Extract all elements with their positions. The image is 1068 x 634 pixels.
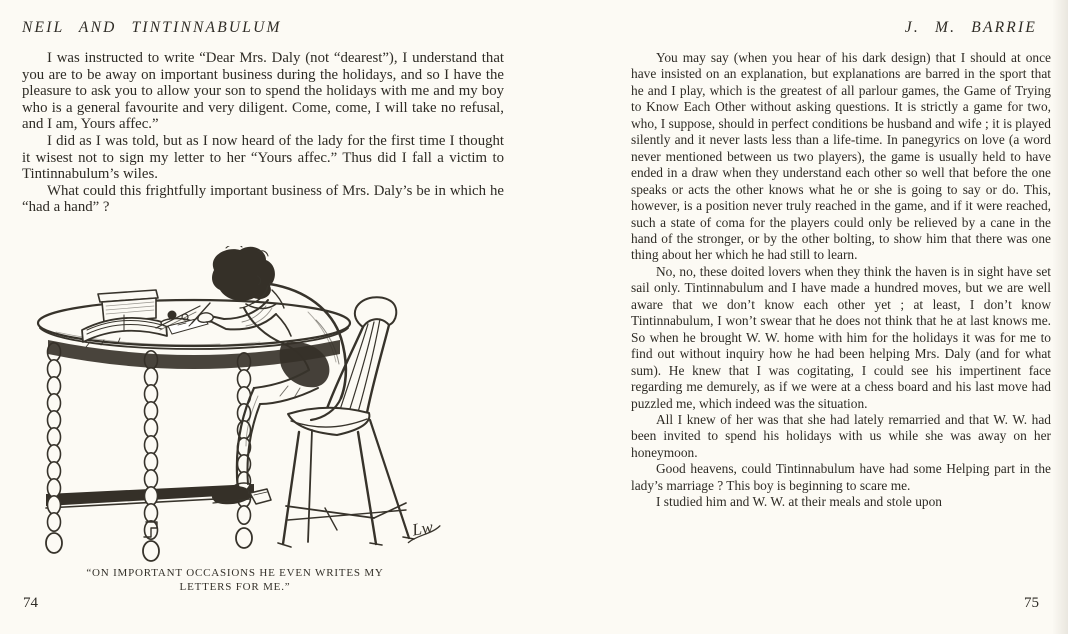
paragraph: What could this frightfully important business of Mrs. Daly’s be in which he “had a hand” ?: [22, 182, 504, 216]
illustration-caption: [10, 566, 460, 594]
illustration-drawing: [20, 246, 480, 564]
table-leg: [143, 351, 159, 561]
left-page-number: 74: [23, 595, 38, 611]
right-page-text: [631, 50, 1051, 511]
paragraph: All I knew of her was that she had lately remarried and that W. W. had been invited to spend his holidays with us while she was away on her honeymoon.: [631, 411, 1051, 460]
paragraph: Good heavens, could Tintinnabulum have had some Helping part in the lady’s marriage ? This boy is beginning to scare me.: [631, 461, 1051, 493]
caption-line-1: “ON IMPORTANT OCCASIONS HE EVEN WRITES MY: [86, 567, 384, 579]
table-leg: [46, 343, 62, 553]
paragraph: You may say (when you hear of his dark design) that I should at once have insisted on an explanation, but explanations are barred in the sport that he and I play, which is the greatest of all parlour games, the Game of Trying to Know Each Other without asking questions. It is strictly a game for two, who, I suppose, should in perfect conditions be husband and wife ; it is played silently and it never lasts less than a life-time. In panegyrics on love (a word never mentioned between us two players), the game is usually held to have ended in a draw when they understand each other so well that before the one speaks or acts the other knows what he or she is going to say or do. This, however, is a position never truly reached in the game, and if it were reached, such a state of coma for the players could only be relieved by a cane in the hand of the stronger, or by the other bolting, to show him that there was one thing about her which he had still to learn.: [631, 50, 1051, 263]
right-running-head: J. M. BARRIE: [904, 19, 1037, 36]
paragraph: I did as I was told, but as I now heard of the lady for the first time I thought it wisest not to sign my letter to her “Yours affec.” Thus did I fall a victim to Tintinnabulum’s wiles.: [22, 132, 504, 183]
illustration-boy-writing-at-table: [20, 246, 480, 564]
paragraph: I studied him and W. W. at their meals and stole upon: [656, 494, 943, 510]
paragraph: I was instructed to write “Dear Mrs. Daly (not “dearest”), I understand that you are to be away on important business during the holidays, and so I have the pleasure to ask you to allow your son to spend the holidays with me and my boy who is a general favourite and very diligent. Come, come, I will take no refusal, and I am, Yours affec.”: [22, 50, 504, 133]
boy-figure: [189, 246, 346, 504]
left-running-head: NEIL AND TINTINNABULUM: [22, 19, 282, 36]
paragraph: No, no, these doited lovers when they think the haven is in sight have set sail only. Tintinnabulum and I have made a hundred moves, but we are well aware that we don’t know each other yet ; at least, I don’t know Tintinnabulum, I won’t swear that he does not think that he at last knows me. So when he brought W. W. home with him for the holidays it was for me to find out without inquiry how he had been helping Mrs. Daly (and for what sum). He knew that I was cogitating, I could see his impertinent face regarding me demurely, as if we were at a chess board and his last move had puzzled me, which indeed was the situation.: [631, 263, 1051, 411]
svg-text:Lw: Lw: [410, 517, 435, 540]
right-page-number: 75: [1024, 595, 1039, 611]
caption-line-2: LETTERS FOR ME.”: [179, 581, 291, 593]
left-page-text: [22, 50, 504, 216]
